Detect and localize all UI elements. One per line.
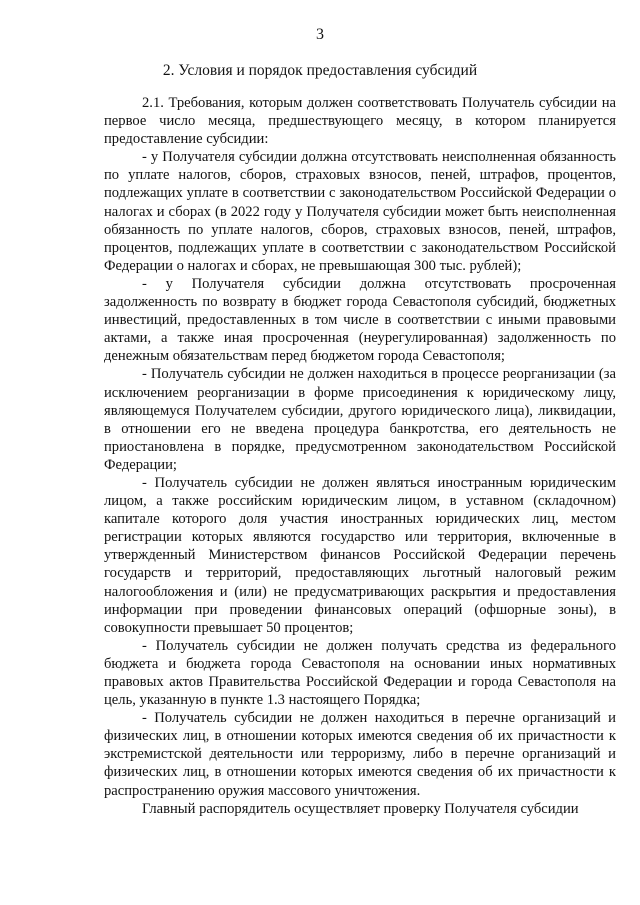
paragraph-reorganization: - Получатель субсидии не должен находиться в процессе реорганизации (за исключением реорганизации в форме присоединения к юридическому лицу, являющемуся Получателем субсидии, другого юридического лица), ликвидации, в отношении его не введена процедура банкротства, его деятельность не приостановлена в порядке, предусмотренном законодательством Российской Федерации; xyxy=(104,366,616,473)
paragraph-overdue-debt: - у Получателя субсидии должна отсутствовать просроченная задолженность по возврату в бюджет города Севастополя субсидий, бюджетных инвестиций, предоставленных в том числе в соответствии с иными правовыми актами, а также иная просроченная (неурегулированная) задолженность по денежным обязательствам перед бюджетом города Севастополя; xyxy=(104,275,616,365)
paragraph-verification: Главный распорядитель осуществляет проверку Получателя субсидии xyxy=(142,800,579,817)
paragraph-requirements-intro: 2.1. Требования, которым должен соответствовать Получатель субсидии на первое число месяца, предшествующего месяцу, в котором планируется предоставление субсидии: xyxy=(104,95,616,148)
paragraph-foreign-entity: - Получатель субсидии не должен являться иностранным юридическим лицом, а также российским юридическим лицом, в уставном (складочном) капитале которого доля участия иностранных юридических лиц, местом регистрации которых являются государство или территория, включенные в утвержденный Министерством финансов Российской Федерации перечень государств и территорий, предоставляющих льготный налоговый режим налогообложения и (или) не предусматривающих раскрытия и предоставления информации при проведении финансовых операций (офшорные зоны), в совокупности превышает 50 процентов; xyxy=(104,474,616,636)
page-number: 3 xyxy=(316,26,324,43)
paragraph-extremism-list: - Получатель субсидии не должен находиться в перечне организаций и физических лиц, в отношении которых имеются сведения об их причастности к экстремистской деятельности или терроризму, либо в перечне организаций и физических лиц, в отношении которых имеются сведения об их причастности к распространению оружия массового уничтожения. xyxy=(104,710,616,799)
paragraph-other-funding: - Получатель субсидии не должен получать средства из федерального бюджета и бюджета города Севастополя на основании иных нормативных правовых актов Правительства Российской Федерации и города Севастополя на цель, указанную в пункте 1.3 настоящего Порядка; xyxy=(104,637,616,709)
document-body xyxy=(104,94,616,818)
section-heading: 2. Условия и порядок предоставления субсидий xyxy=(162,62,478,79)
paragraph-tax-obligations: - у Получателя субсидии должна отсутствовать неисполненная обязанность по уплате налогов, сборов, страховых взносов, пеней, штрафов, процентов, подлежащих уплате в соответствии с законодательством Российской Федерации о налогах и сборах (в 2022 году у Получателя субсидии может быть неисполненная обязанность по уплате налогов, сборов, страховых взносов, пеней, штрафов, процентов, подлежащих уплате в соответствии с законодательством Российской Федерации о налогах и сборах, не превышающая 300 тыс. рублей); xyxy=(104,149,616,274)
